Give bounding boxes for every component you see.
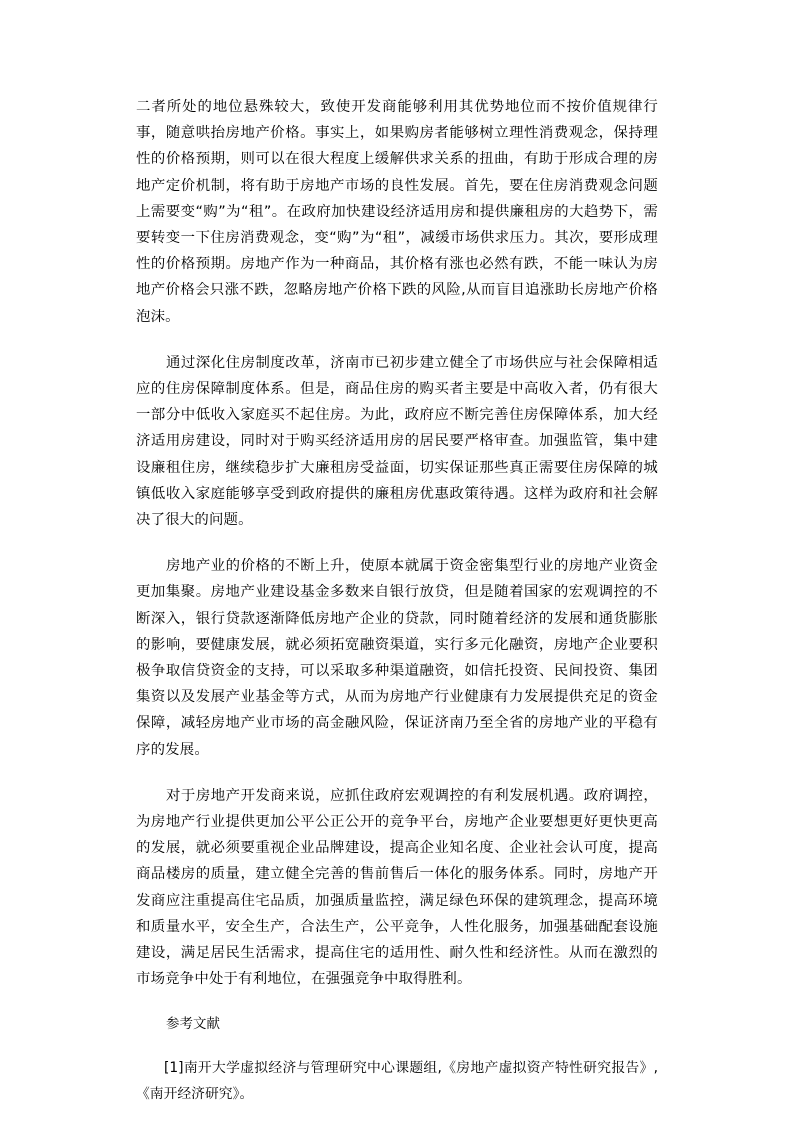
- body-paragraph-4: 对于房地产开发商来说，应抓住政府宏观调控的有利发展机遇。政府调控，为房地产行业提供更加公平公正公开的竞争平台，房地产企业要想更好更快更高的发展，就必须要重视企业品牌建设，提高企业知名度、企业社会认可度，提高商品楼房的质量，建立健全完善的售前售后一体化的服务体系。同时，房地产开发商应注重提高住宅品质，加强质量监控，满足绿色环保的建筑理念，提高环境和质量水平，安全生产，合法生产，公平竞争，人性化服务，加强基础配套设施建设，满足居民生活需求，提高住宅的适用性、耐久性和经济性。从而在激烈的市场竞争中处于有利地位，在强强竞争中取得胜利。: [136, 787, 658, 988]
- body-paragraph-1: 二者所处的地位悬殊较大，致使开发商能够利用其优势地位而不按价值规律行事，随意哄抬房地产价格。事实上，如果购房者能够树立理性消费观念，保持理性的价格预期，则可以在很大程度上缓解供求关系的扭曲，有助于形成合理的房地产定价机制，将有助于房地产市场的良性发展。首先，要在住房消费观念问题上需要变“购”为“租”。在政府加快建设经济适用房和提供廉租房的大趋势下，需要转变一下住房消费观念，变“购”为“租”，减缓市场供求压力。其次，要形成理性的价格预期。房地产作为一种商品，其价格有涨也必然有跌，不能一味认为房地产价格会只涨不跌，忽略房地产价格下跌的风险,从而盲目追涨助长房地产价格泡沫。: [136, 99, 658, 325]
- document-page: [136, 94, 658, 1107]
- references-section: [136, 1011, 658, 1107]
- body-paragraph-2: 通过深化住房制度改革，济南市已初步建立健全了市场供应与社会保障相适应的住房保障制度体系。但是，商品住房的购买者主要是中高收入者，仍有很大一部分中低收入家庭买不起住房。为此，政府应不断完善住房保障体系，加大经济适用房建设，同时对于购买经济适用房的居民要严格审查。加强监管，集中建设廉租住房，继续稳步扩大廉租房受益面，切实保证那些真正需要住房保障的城镇低收入家庭能够享受到政府提供的廉租房优惠政策待遇。这样为政府和社会解决了很大的问题。: [136, 354, 658, 529]
- body-paragraph-3: 房地产业的价格的不断上升，使原本就属于资金密集型行业的房地产业资金更加集聚。房地产业建设基金多数来自银行放贷，但是随着国家的宏观调控的不断深入，银行贷款逐渐降低房地产企业的贷款，同时随着经济的发展和通货膨胀的影响，要健康发展，就必须拓宽融资渠道，实行多元化融资，房地产企业要积极争取信贷资金的支持，可以采取多种渠道融资，如信托投资、民间投资、集团集资以及发展产业基金等方式，从而为房地产行业健康有力发展提供充足的资金保障，减轻房地产业市场的高金融风险，保证济南乃至全省的房地产业的平稳有序的发展。: [136, 558, 658, 758]
- reference-item-1: [1]南开大学虚拟经济与管理研究中心课题组,《房地产虚拟资产特性研究报告》,《南开经济研究》。: [136, 1059, 658, 1102]
- references-heading: 参考文献: [166, 1015, 220, 1032]
